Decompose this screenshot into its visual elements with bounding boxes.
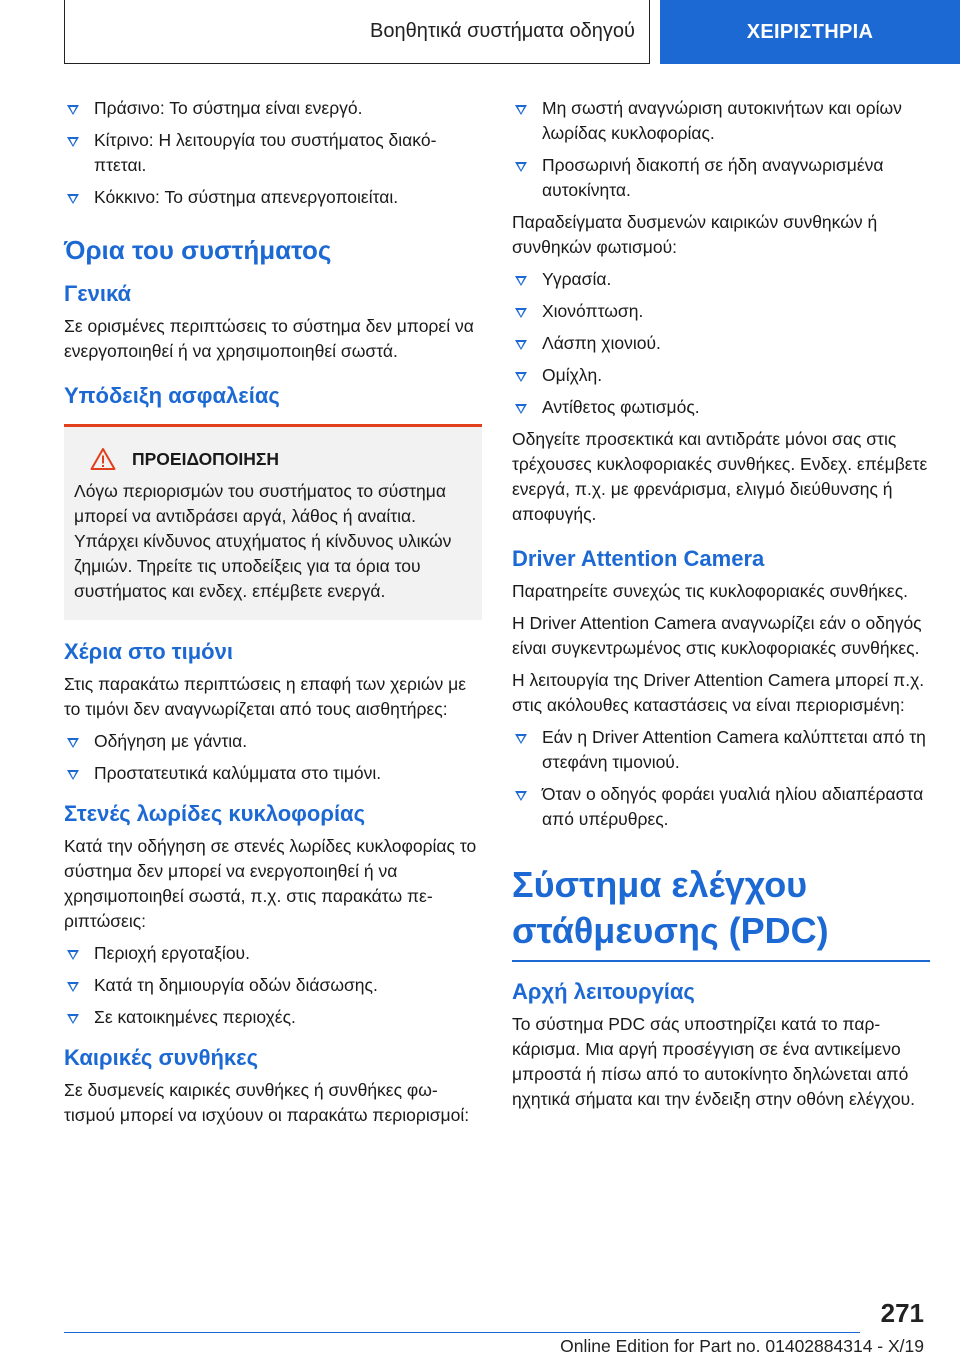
header-section-title: Βοηθητικά συστήματα οδηγού xyxy=(370,20,635,42)
limits-heading: Όρια του συστήματος xyxy=(64,235,332,265)
warning-title: ΠΡΟΕΙΔΟΠΟΙΗΣΗ xyxy=(132,448,280,469)
lanes-text: Κατά την οδήγηση σε στενές λωρίδες κυκλοφορίας το σύστημα δεν μπορεί να ενεργοποιηθεί ή να χρησιμοποιηθεί σωστά, π.χ. στις παρακάτω περιπτώσεις: xyxy=(64,836,477,931)
bullet-triangle-icon xyxy=(515,372,527,382)
camera-list xyxy=(512,725,930,832)
left-column xyxy=(64,96,482,1135)
principle-heading: Αρχή λειτουργίας xyxy=(512,979,695,1004)
page-number: 271 xyxy=(880,1298,924,1328)
list-item: Κίτρινο: Η λειτουργία του συστήματος διακόπτεται. xyxy=(64,128,482,178)
list-item: Οδήγηση με γάντια. xyxy=(64,729,482,754)
list-item: Μη σωστή αναγνώριση αυτοκινήτων και ορίων λωρίδας κυκλοφορίας. xyxy=(512,96,930,146)
bullet-triangle-icon xyxy=(515,308,527,318)
bullet-triangle-icon xyxy=(515,734,527,744)
header-chapter-title: ΧΕΙΡΙΣΤΗΡΙΑ xyxy=(746,20,874,43)
list-item: Σε κατοικημένες περιοχές. xyxy=(64,1005,482,1030)
list-item: Λάσπη χιονιού. xyxy=(512,331,930,356)
bullet-triangle-icon xyxy=(515,404,527,414)
list-item: Προσωρινή διακοπή σε ήδη αναγνωρισμένα αυτοκίνητα. xyxy=(512,153,930,203)
header-section xyxy=(64,0,650,64)
weather-heading: Καιρικές συνθήκες xyxy=(64,1045,259,1070)
list-item: Κατά τη δημιουργία οδών διάσωσης. xyxy=(64,973,482,998)
list-item: Ομίχλη. xyxy=(512,363,930,388)
principle-text: Το σύστημα PDC σάς υποστηρίζει κατά το παρκάρισμα. Μια αργή προσέγγιση σε ένα αντικείμενο μπροστά ή πίσω από το αυτοκίνητο δηλώνεται από ηχητικά σήματα και την ένδειξη στην οθόνη ελέγχου. xyxy=(512,1014,916,1109)
list-item: Χιονόπτωση. xyxy=(512,299,930,324)
right-column xyxy=(512,96,930,1119)
bullet-triangle-icon xyxy=(67,950,79,960)
lanes-heading: Στενές λωρίδες κυκλοφορίας xyxy=(64,801,366,826)
bullet-triangle-icon xyxy=(515,105,527,115)
examples-text: Παραδείγματα δυσμενών καιρικών συνθηκών ή συνθηκών φωτισμού: xyxy=(512,212,878,257)
safety-heading: Υπόδειξη ασφαλείας xyxy=(64,383,280,408)
list-item: Όταν ο οδηγός φοράει γυαλιά ηλίου αδιαπέραστα από υπέρυθρες. xyxy=(512,782,930,832)
pdc-heading-rule xyxy=(512,960,930,962)
header-chapter-tab[interactable] xyxy=(660,0,960,64)
list-item: Υγρασία. xyxy=(512,267,930,292)
camera-heading: Driver Attention Camera xyxy=(512,546,765,571)
bullet-triangle-icon xyxy=(67,137,79,147)
warning-triangle-icon xyxy=(90,447,116,471)
bullet-triangle-icon xyxy=(515,276,527,286)
list-item: Κόκκινο: Το σύστημα απενεργοποιείται. xyxy=(64,185,482,210)
lanes-list xyxy=(64,941,482,1030)
list-item: Περιοχή εργοταξίου. xyxy=(64,941,482,966)
camera-text-3: Η λειτουργία της Driver Attention Camera μπορεί π.χ. στις ακόλουθες καταστάσεις να είναι περιορισμένη: xyxy=(512,670,925,715)
general-heading: Γενικά xyxy=(64,281,132,306)
bullet-triangle-icon xyxy=(67,738,79,748)
warning-header xyxy=(74,447,472,471)
bullet-triangle-icon xyxy=(67,1014,79,1024)
edition-note: Online Edition for Part no. 01402884314 - X/19 xyxy=(560,1336,924,1356)
general-text: Σε ορισμένες περιπτώσεις το σύστημα δεν μπορεί να ενεργοποιηθεί ή να χρησιμοποιηθεί σωστά. xyxy=(64,316,474,361)
hands-heading: Χέρια στο τιμόνι xyxy=(64,639,233,664)
examples-list xyxy=(512,267,930,420)
hands-text: Στις παρακάτω περιπτώσεις η επαφή των χεριών με το τιμόνι δεν αναγνωρίζεται από τους αισθητήρες: xyxy=(64,674,467,719)
pdc-heading: Σύστημα ελέγχου στάθμευσης (PDC) xyxy=(512,864,829,951)
bullet-triangle-icon xyxy=(515,162,527,172)
warning-box xyxy=(64,424,482,620)
status-list xyxy=(64,96,482,210)
drive-text: Οδηγείτε προσεκτικά και αντιδράτε μόνοι σας στις τρέχουσες κυκλοφοριακές συνθήκες. Ενδεχ. επέμβετε ενεργά, π.χ. με φρενάρισμα, ελιγμό διεύθυνσης ή αποφυγής. xyxy=(512,429,928,524)
hands-list xyxy=(64,729,482,786)
warning-text: Λόγω περιορισμών του συστήματος το σύστημα μπορεί να αντιδράσει αργά, λάθος ή αναίτια. Υπάρχει κίνδυνος ατυχήματος ή κίνδυνος υλικών ζημιών. Τηρείτε τις υποδείξεις για τα όρια του συστήματος και ενδεχ. επέμβετε ενεργά. xyxy=(74,481,452,601)
bullet-triangle-icon xyxy=(515,791,527,801)
bullet-triangle-icon xyxy=(67,194,79,204)
bullet-triangle-icon xyxy=(515,340,527,350)
weather-list xyxy=(512,96,930,203)
list-item: Προστατευτικά καλύμματα στο τιμόνι. xyxy=(64,761,482,786)
camera-text-2: Η Driver Attention Camera αναγνωρίζει εάν ο οδηγός είναι συγκεντρωμένος στις κυκλοφοριακές συνθήκες. xyxy=(512,613,922,658)
list-item: Πράσινο: Το σύστημα είναι ενεργό. xyxy=(64,96,482,121)
list-item: Αντίθετος φωτισμός. xyxy=(512,395,930,420)
weather-text: Σε δυσμενείς καιρικές συνθήκες ή συνθήκες φωτισμού μπορεί να ισχύουν οι παρακάτω περιορισμοί: xyxy=(64,1080,470,1125)
bullet-triangle-icon xyxy=(67,982,79,992)
bullet-triangle-icon xyxy=(67,770,79,780)
list-item: Εάν η Driver Attention Camera καλύπτεται από τη στεφάνη τιμονιού. xyxy=(512,725,930,775)
bullet-triangle-icon xyxy=(67,105,79,115)
footer-divider xyxy=(64,1332,860,1333)
camera-text-1: Παρατηρείτε συνεχώς τις κυκλοφοριακές συνθήκες. xyxy=(512,581,908,601)
